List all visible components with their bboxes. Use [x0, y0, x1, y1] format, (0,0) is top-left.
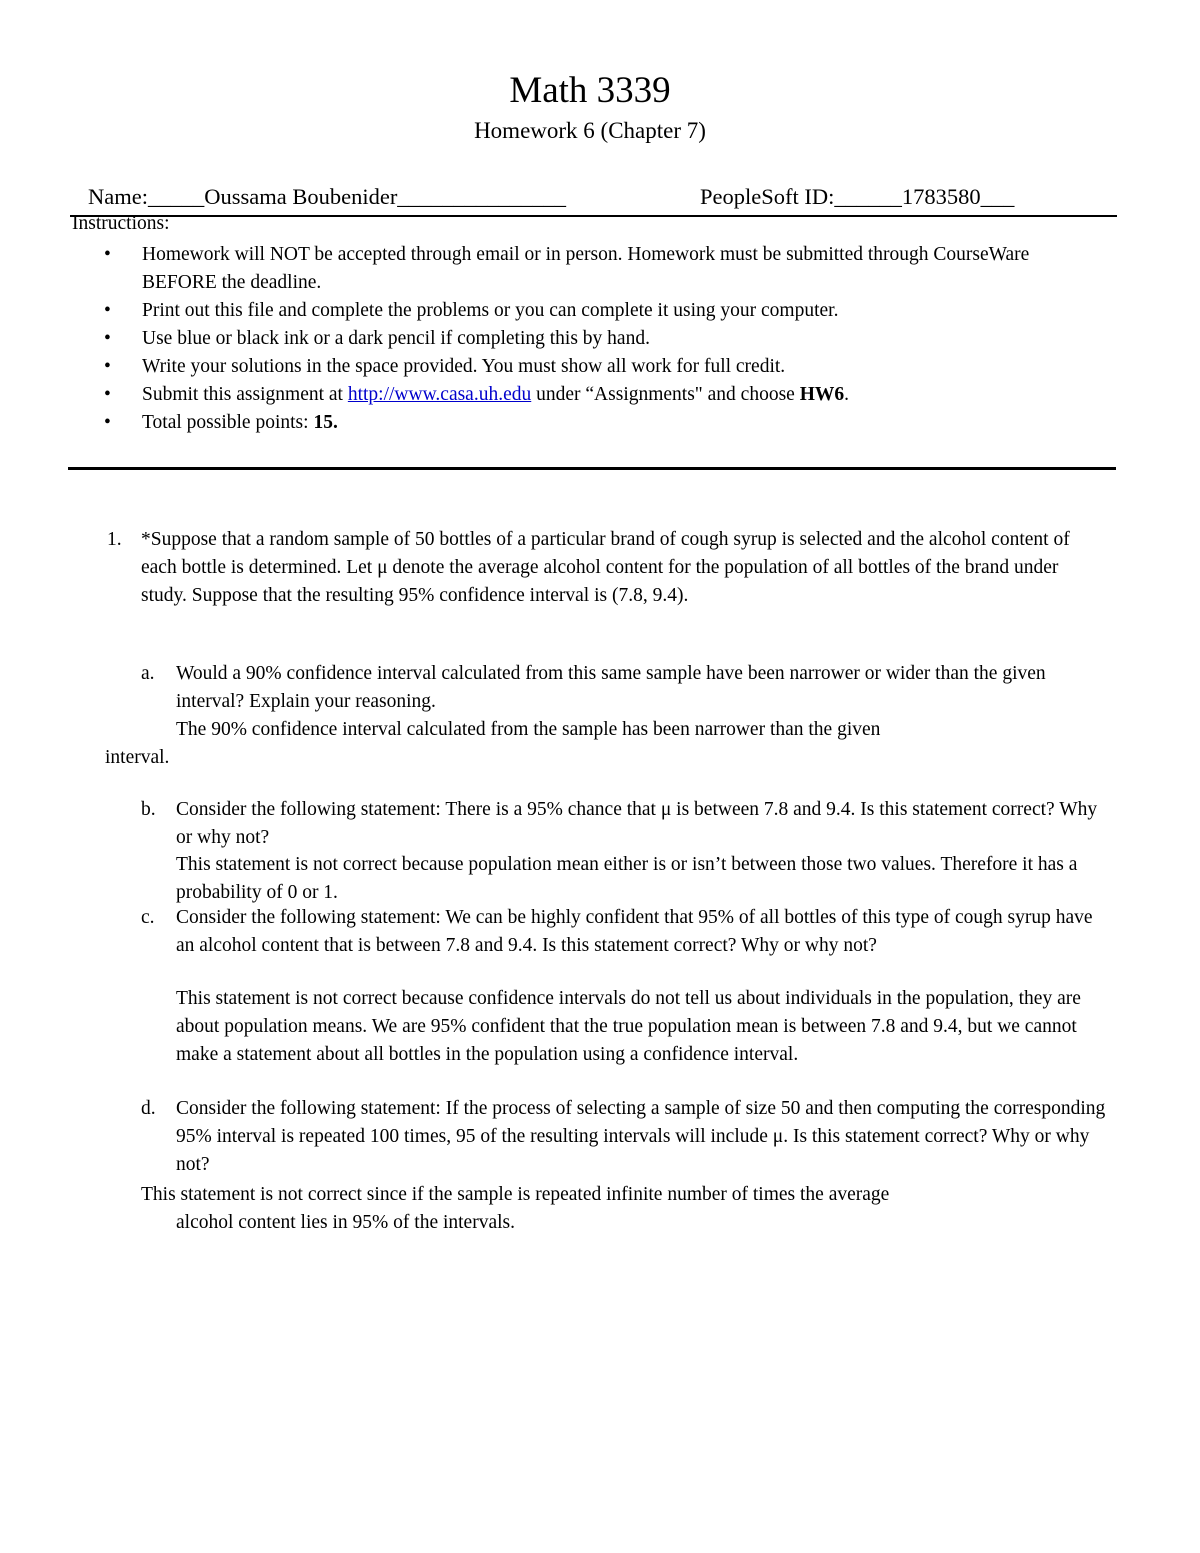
course-title: Math 3339: [509, 70, 671, 111]
bullet-glyph: •: [104, 356, 111, 377]
problem-prompt: *Suppose that a random sample of 50 bottles of a particular brand of cough syrup is selected and the alcohol content of each bottle is determined. Let μ denote the average alcohol content for the population of all bottles of the brand under study. Suppose that the resulting 95% confidence interval is (7.8, 9.4).: [141, 529, 1070, 606]
part-d-answer-continued: alcohol content lies in 95% of the intervals.: [176, 1212, 515, 1233]
submit-mid: under “Assignments" and choose: [531, 384, 800, 405]
part-c-label: c.: [141, 907, 155, 928]
bullet-glyph: •: [104, 384, 111, 405]
part-c-answer: This statement is not correct because confidence intervals do not tell us about individuals in the population, they are about population means. We are 95% confident that the true population mean is between 7.8 and 9.4, but we cannot make a statement about all bottles in the population using a confidence interval.: [176, 988, 1081, 1065]
instruction-text: Use blue or black ink or a dark pencil if completing this by hand.: [142, 328, 650, 349]
part-b-question: Consider the following statement: There is a 95% chance that μ is between 7.8 and 9.4. Is this statement correct? Why or why not?: [176, 799, 1098, 848]
hw-name: HW6: [799, 384, 845, 405]
part-b-answer: This statement is not correct because population mean either is or isn’t between those two values. Therefore it has a probability of 0 or 1.: [176, 854, 1078, 903]
points-prefix: Total possible points:: [142, 412, 314, 433]
part-c-question: Consider the following statement: We can be highly confident that 95% of all bottles of this type of cough syrup have an alcohol content that is between 7.8 and 9.4. Is this statement correct? Why or why not?: [176, 907, 1093, 956]
bullet-glyph: •: [104, 412, 111, 433]
part-a-answer-continued: interval.: [105, 747, 170, 768]
part-a-label: a.: [141, 663, 155, 684]
list-item: [100, 297, 1060, 325]
list-item: [100, 353, 1060, 381]
instructions-heading: Instructions:: [72, 213, 170, 234]
assignment-subtitle: Homework 6 (Chapter 7): [474, 118, 706, 143]
casa-link[interactable]: http://www.casa.uh.edu: [347, 384, 532, 405]
bullet-glyph: •: [104, 244, 111, 265]
part-a-answer: The 90% confidence interval calculated from the sample has been narrower than the given: [176, 719, 881, 740]
part-d-answer: This statement is not correct since if the sample is repeated infinite number of times the average: [141, 1184, 890, 1205]
list-item: [100, 409, 1060, 437]
submit-prefix: Submit this assignment at: [142, 384, 348, 405]
list-item: [100, 325, 1060, 353]
instruction-text: Write your solutions in the space provided. You must show all work for full credit.: [142, 356, 786, 377]
list-item: [100, 381, 1060, 409]
submit-end: .: [844, 384, 849, 405]
instruction-text: Print out this file and complete the problems or you can complete it using your computer.: [142, 300, 839, 321]
section-divider: [68, 467, 1116, 470]
part-b-label: b.: [141, 799, 156, 820]
student-info-line: [88, 182, 1098, 212]
instruction-text: Homework will NOT be accepted through email or in person. Homework must be submitted through CourseWare BEFORE the deadline.: [142, 244, 1030, 293]
part-d-question: Consider the following statement: If the process of selecting a sample of size 50 and then computing the corresponding 95% interval is repeated 100 times, 95 of the resulting intervals will include μ. Is this statement correct? Why or why not?: [176, 1098, 1106, 1175]
bullet-glyph: •: [104, 328, 111, 349]
problem-number: 1.: [107, 529, 122, 550]
header-divider: [70, 215, 1117, 217]
peoplesoft-id-field: PeopleSoft ID:______1783580___: [700, 184, 1015, 209]
part-d-label: d.: [141, 1098, 156, 1119]
part-a-question: Would a 90% confidence interval calculated from this same sample have been narrower or wider than the given interval? Explain your reasoning.: [176, 663, 1046, 712]
list-item: [100, 241, 1060, 297]
instructions-list: [100, 241, 1060, 437]
points-value: 15.: [313, 412, 338, 433]
bullet-glyph: •: [104, 300, 111, 321]
name-field: Name:_____Oussama Boubenider_______________: [88, 184, 567, 209]
